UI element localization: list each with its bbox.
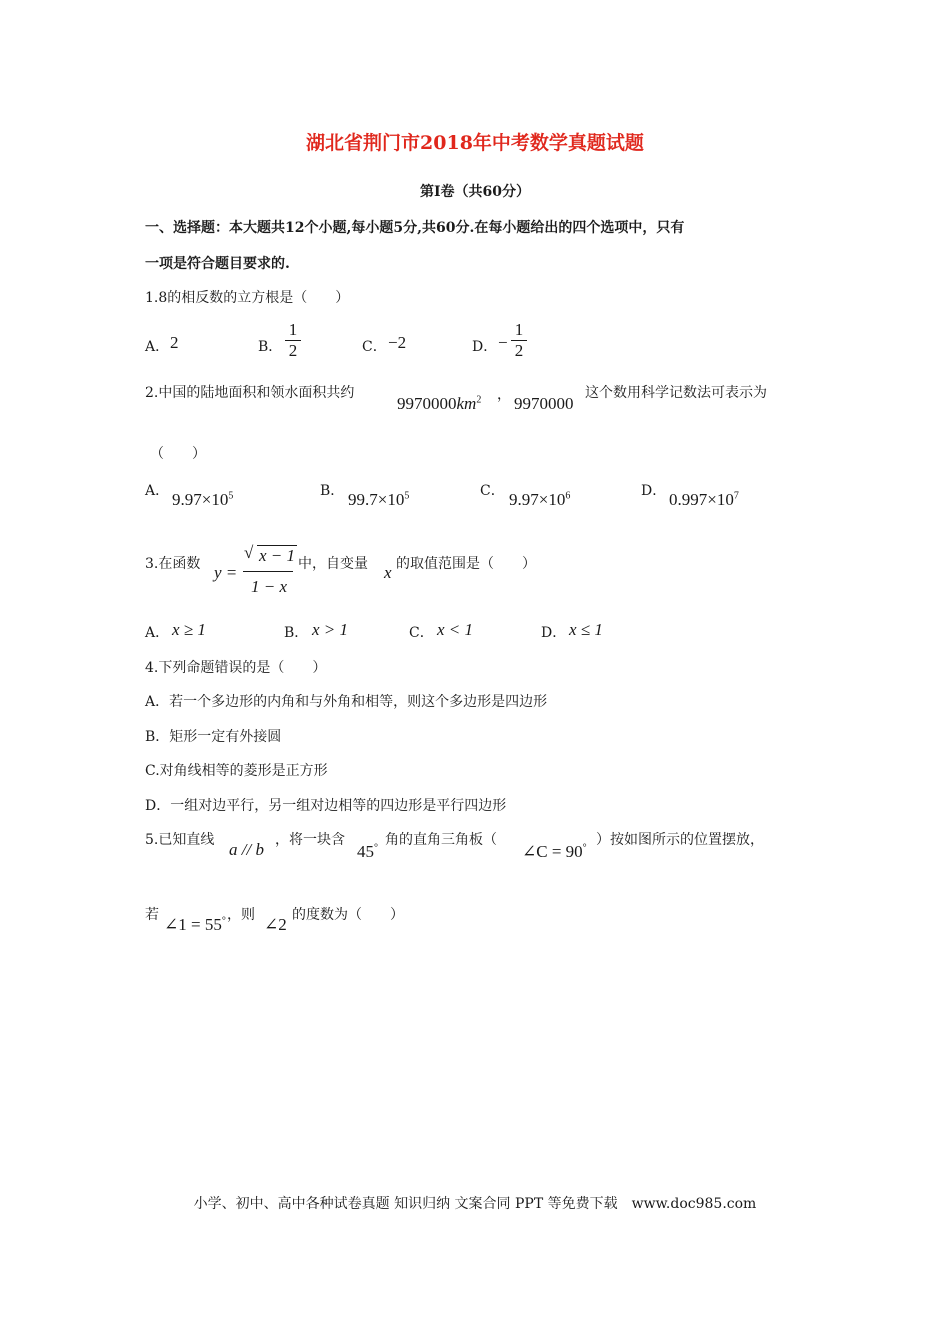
q3-option-a-value: x ≥ 1	[172, 620, 206, 639]
q4-stem: 4.下列命题错误的是（ ）	[145, 660, 327, 676]
fraction-numerator: 1	[514, 320, 524, 339]
section-heading: 第Ⅰ卷（共60分）	[419, 184, 531, 200]
q5-line2-middle: ，则	[227, 907, 255, 923]
q3-option-c-value: x < 1	[437, 620, 474, 639]
exponent: 5	[404, 490, 410, 502]
mantissa: 9.97×10	[172, 490, 229, 509]
q1-option-d-sign: −	[498, 333, 508, 352]
q3-option-b-label: B．	[284, 625, 309, 641]
q4-option-c: C.对角线相等的菱形是正方形	[145, 763, 328, 779]
q3-option-d-value: x ≤ 1	[569, 620, 603, 639]
degree-symbol: °	[374, 842, 378, 854]
q2-option-b-value	[348, 490, 409, 510]
q5-stem-d: ）按如图所示的位置摆放，	[596, 832, 764, 848]
degree-symbol: °	[582, 842, 587, 854]
q3-stem-end: 的取值范围是（ ）	[396, 556, 536, 572]
q5-parallel-lines: a // b	[229, 840, 264, 859]
q5-line2-end: 的度数为（ ）	[292, 907, 404, 923]
mantissa: 9.97×10	[509, 490, 566, 509]
angle-value: ∠1 = 55	[164, 915, 222, 934]
q3-variable: x	[384, 563, 392, 582]
q1-option-c-label: C．	[362, 339, 387, 355]
q1-option-b-fraction	[285, 320, 301, 361]
page-title: 湖北省荆门市2018年中考数学真题试题	[306, 132, 644, 154]
q3-option-d-label: D．	[541, 625, 567, 641]
area-exponent: 2	[476, 394, 482, 406]
q3-sqrt-sign: √	[244, 543, 254, 562]
q3-option-a-label: A．	[145, 625, 170, 641]
exponent: 7	[733, 490, 739, 502]
q5-stem-start: 5.已知直线	[145, 832, 215, 848]
instructions-line-2: 一项是符合题目要求的.	[145, 256, 290, 272]
q2-area-value	[397, 394, 481, 414]
q5-stem-b: ，将一块含	[275, 832, 345, 848]
fraction-numerator: 1	[288, 320, 298, 339]
exponent: 6	[565, 490, 571, 502]
q5-angle-1	[164, 915, 226, 935]
exponent: 5	[228, 490, 234, 502]
q3-denominator: 1 − x	[251, 577, 288, 596]
q3-fraction-bar	[243, 571, 293, 572]
instructions-line-1: 一、选择题：本大题共12个小题,每小题5分,共60分.在每小题给出的四个选项中，只有	[145, 220, 685, 236]
q1-option-d-label: D．	[472, 339, 498, 355]
angle-value: ∠C = 90	[522, 842, 583, 861]
q5-line2-start: 若	[145, 907, 159, 923]
q2-option-a-value	[172, 490, 233, 510]
mantissa: 0.997×10	[669, 490, 734, 509]
q2-option-d-value	[669, 490, 739, 510]
mantissa: 99.7×10	[348, 490, 405, 509]
q2-stem-end: 这个数用科学记数法可表示为	[585, 385, 767, 401]
q2-number: 9970000	[514, 394, 574, 413]
q2-option-a-label: A．	[145, 483, 170, 499]
q1-option-a-label: A．	[145, 339, 170, 355]
area-number: 9970000	[397, 394, 457, 413]
q1-option-b-label: B．	[258, 339, 283, 355]
q2-option-c-label: C．	[480, 483, 505, 499]
angle-value: 45	[357, 842, 374, 861]
q1-option-a-value: 2	[170, 333, 179, 352]
q2-answer-paren: （ ）	[150, 446, 206, 462]
q3-option-c-label: C．	[409, 625, 434, 641]
q2-option-c-value	[509, 490, 570, 510]
q4-option-d: D．一组对边平行，另一组对边相等的四边形是平行四边形	[145, 798, 507, 814]
q3-stem-start: 3.在函数	[145, 556, 201, 572]
page-footer: 小学、初中、高中各种试卷真题 知识归纳 文案合同 PPT 等免费下载 www.doc985.com	[193, 1196, 757, 1212]
area-unit: km	[456, 394, 477, 413]
fraction-denominator: 2	[514, 341, 524, 360]
q2-comma: ，	[497, 387, 511, 403]
q4-option-b: B．矩形一定有外接圆	[145, 729, 282, 745]
q4-option-a: A．若一个多边形的内角和与外角和相等，则这个多边形是四边形	[145, 694, 548, 710]
q3-numerator: x − 1	[259, 546, 296, 565]
q2-option-d-label: D．	[641, 483, 667, 499]
q3-y-equals: y =	[214, 563, 238, 582]
q1-option-d-fraction	[511, 320, 527, 361]
degree-symbol: °	[221, 915, 226, 927]
q5-angle-c	[522, 842, 587, 862]
q1-stem: 1.8的相反数的立方根是（ ）	[145, 290, 350, 306]
q3-stem-middle: 中，自变量	[298, 556, 368, 572]
fraction-denominator: 2	[288, 341, 298, 360]
q2-stem-start: 2.中国的陆地面积和领水面积共约	[145, 385, 355, 401]
q5-stem-c: 角的直角三角板（	[385, 832, 497, 848]
q5-angle-45	[357, 842, 378, 862]
q1-option-c-value: −2	[388, 333, 407, 352]
q3-option-b-value: x > 1	[312, 620, 349, 639]
q2-option-b-label: B．	[320, 483, 345, 499]
q5-angle-2: ∠2	[264, 915, 287, 934]
